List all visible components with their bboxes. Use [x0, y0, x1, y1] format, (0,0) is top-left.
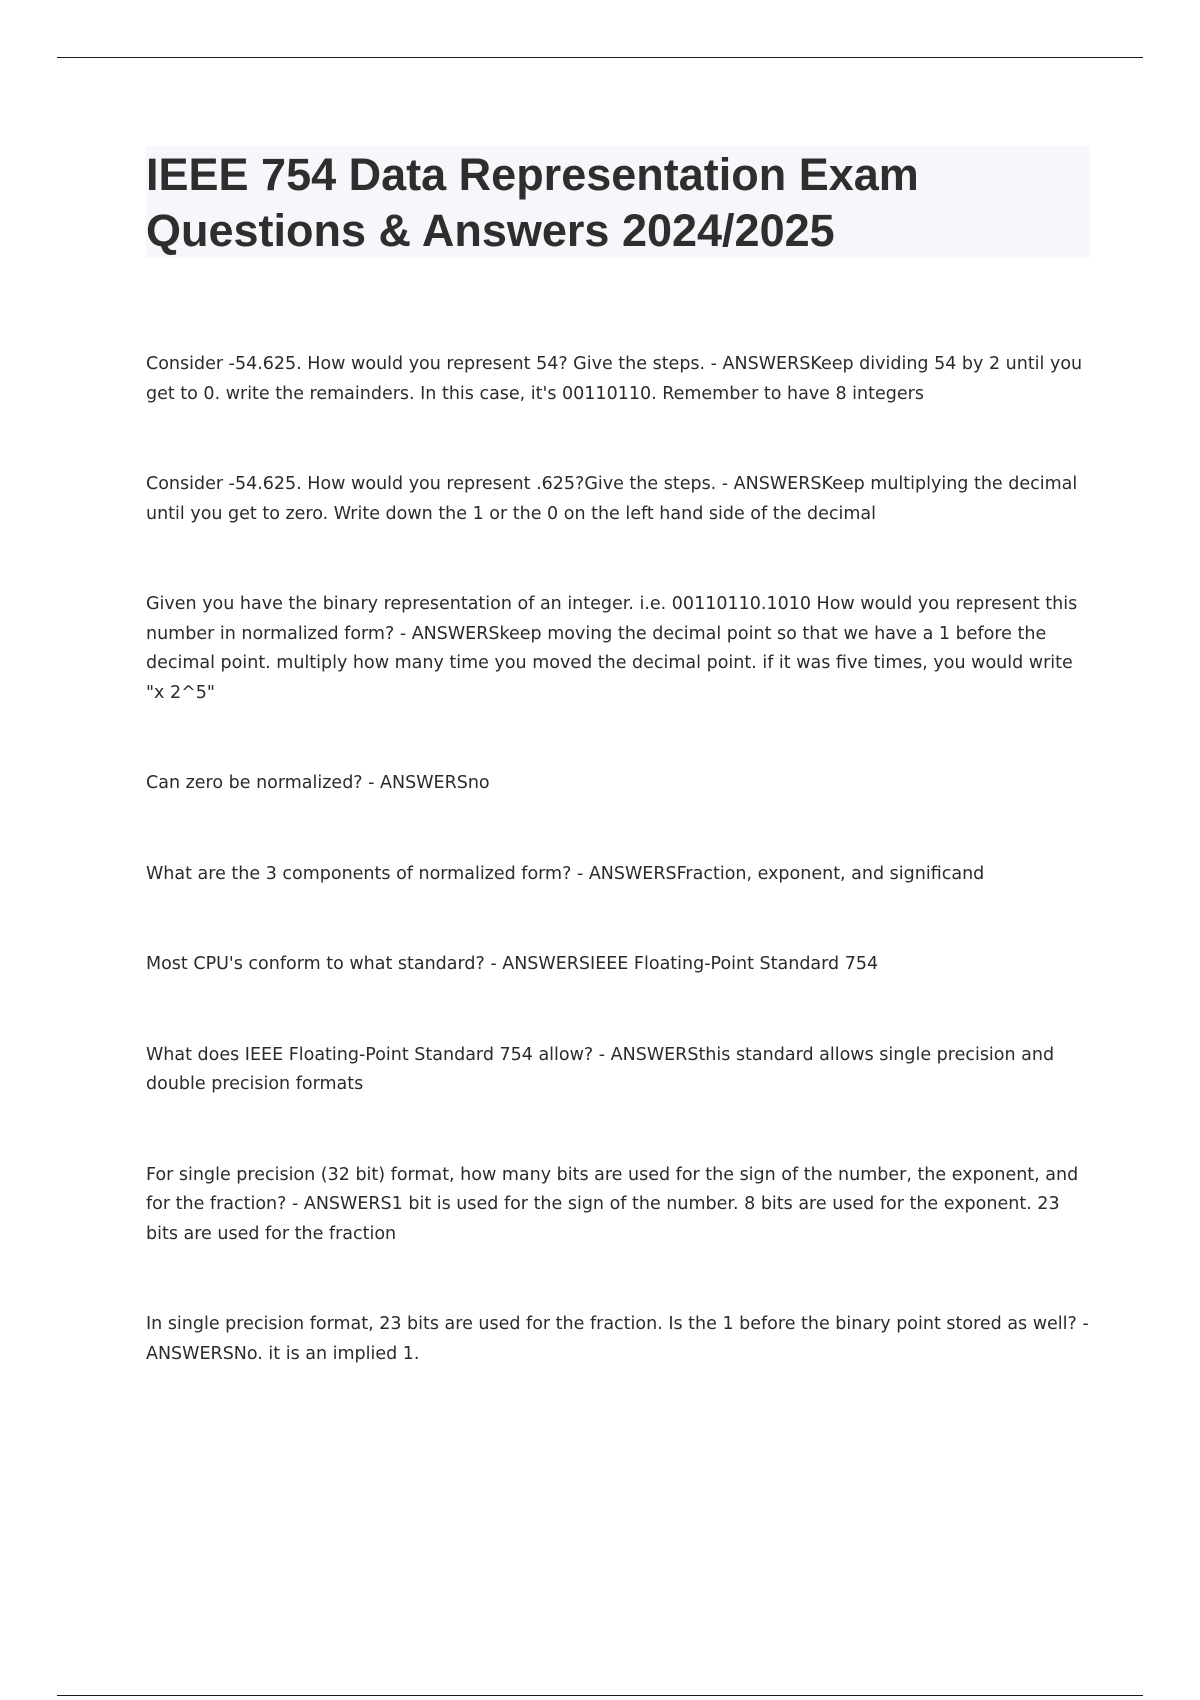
qa-item-8: For single precision (32 bit) format, how many bits are used for the sign of the number, the exponent, and for the fraction? - ANSWERS1 bit is used for the sign of the number. 8 bits are used for the exponent. 23 bits are used for the fraction — [146, 1164, 1079, 1244]
bottom-rule — [57, 1695, 1143, 1696]
top-rule — [57, 57, 1143, 58]
qa-item-5: What are the 3 components of normalized form? - ANSWERSFraction, exponent, and significand — [146, 863, 985, 884]
document-page — [146, 146, 1090, 1430]
qa-item-9: In single precision format, 23 bits are used for the fraction. Is the 1 before the binary point stored as well? - ANSWERSNo. it is an implied 1. — [146, 1314, 1089, 1364]
document-title: IEEE 754 Data Representation Exam Questions & Answers 2024/2025 — [146, 149, 919, 256]
qa-list — [146, 350, 1090, 1369]
qa-item-6: Most CPU's conform to what standard? - ANSWERSIEEE Floating-Point Standard 754 — [146, 954, 879, 974]
qa-item-7: What does IEEE Floating-Point Standard 754 allow? - ANSWERSthis standard allows single precision and double precision formats — [146, 1044, 1055, 1094]
qa-item-3: Given you have the binary representation of an integer. i.e. 00110110.1010 How would you represent this number in normalized form? - ANSWERSkeep moving the decimal point so that we have a 1 before the decimal point. multiply how many time you moved the decimal point. if it was five times, you would write "x 2^5" — [146, 594, 1078, 703]
title-block — [146, 146, 1090, 258]
qa-item-1: Consider -54.625. How would you represent 54? Give the steps. - ANSWERSKeep dividing 54 by 2 until you get to 0. write the remainders. In this case, it's 00110110. Remember to have 8 integers — [146, 354, 1083, 404]
qa-item-2: Consider -54.625. How would you represent .625?Give the steps. - ANSWERSKeep multiplying the decimal until you get to zero. Write down the 1 or the 0 on the left hand side of the decimal — [146, 474, 1078, 524]
qa-item-4: Can zero be normalized? - ANSWERSno — [146, 773, 490, 793]
